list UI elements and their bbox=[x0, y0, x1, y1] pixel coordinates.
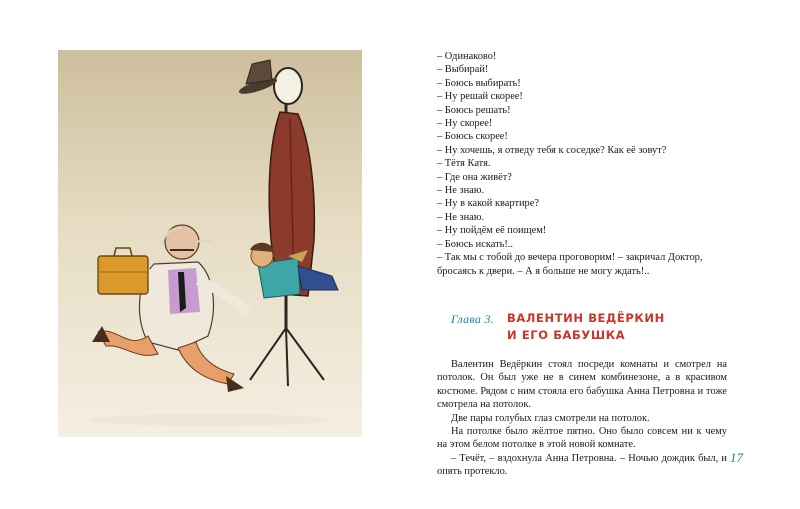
dialogue-line: – Тётя Катя. bbox=[437, 158, 491, 170]
chapter-heading bbox=[451, 310, 727, 350]
body-paragraph: Валентин Ведёркин стоял посреди комнаты и смотрел на потолок. Он был уже не в синем комбинезоне, а в красивом костюме. Рядом с ним стояла его бабушка Анна Петровна и тоже смотрела на потолок. bbox=[437, 358, 727, 411]
chapter-label: Глава 3. bbox=[451, 311, 495, 326]
dialogue-line: – Ну решай скорее! bbox=[437, 91, 523, 103]
body-paragraph: – Течёт, – вздохнула Анна Петровна. – Ночью дождик был, и опять протекло. bbox=[437, 452, 727, 478]
dialogue-line: – Боюсь искать!.. bbox=[437, 238, 514, 250]
dialogue-line: – Не знаю. bbox=[437, 211, 485, 223]
dialogue-block bbox=[437, 50, 727, 278]
chapter-title-line-2: И ЕГО БАБУШКА bbox=[507, 327, 626, 342]
dialogue-line: – Выбирай! bbox=[437, 64, 489, 76]
dialogue-line: – Ну скорее! bbox=[437, 118, 493, 130]
chapter-title-line-1: ВАЛЕНТИН ВЕДЁРКИН bbox=[507, 310, 665, 325]
page-number: 17 bbox=[730, 450, 743, 465]
illustration-doctor-coat-rack bbox=[58, 50, 362, 437]
dialogue-line: – Не знаю. bbox=[437, 185, 485, 197]
dialogue-line: – Так мы с тобой до вечера проговорим! – закричал Доктор, bbox=[437, 252, 703, 264]
body-paragraph: На потолке было жёлтое пятно. Оно было совсем ни к чему на этом белом потолке в этой новой комнате. bbox=[437, 425, 727, 451]
text-column bbox=[437, 50, 727, 479]
dialogue-line: – Где она живёт? bbox=[437, 171, 512, 183]
chapter-body bbox=[437, 358, 727, 479]
dialogue-line: – Боюсь решать! bbox=[437, 104, 511, 116]
body-paragraph: Две пары голубых глаз смотрели на потолок. bbox=[451, 412, 650, 424]
dialogue-line: бросаясь к двери. – А я больше не могу ждать!.. bbox=[437, 265, 650, 277]
dialogue-line: – Ну пойдём её поищем! bbox=[437, 225, 547, 237]
dialogue-line: – Ну хочешь, я отведу тебя к соседке? Как её зовут? bbox=[437, 144, 667, 156]
dialogue-line: – Боюсь выбирать! bbox=[437, 77, 521, 89]
dialogue-line: – Ну в какой квартире? bbox=[437, 198, 539, 210]
dialogue-line: – Одинаково! bbox=[437, 51, 497, 62]
dialogue-line: – Боюсь скорее! bbox=[437, 131, 508, 143]
